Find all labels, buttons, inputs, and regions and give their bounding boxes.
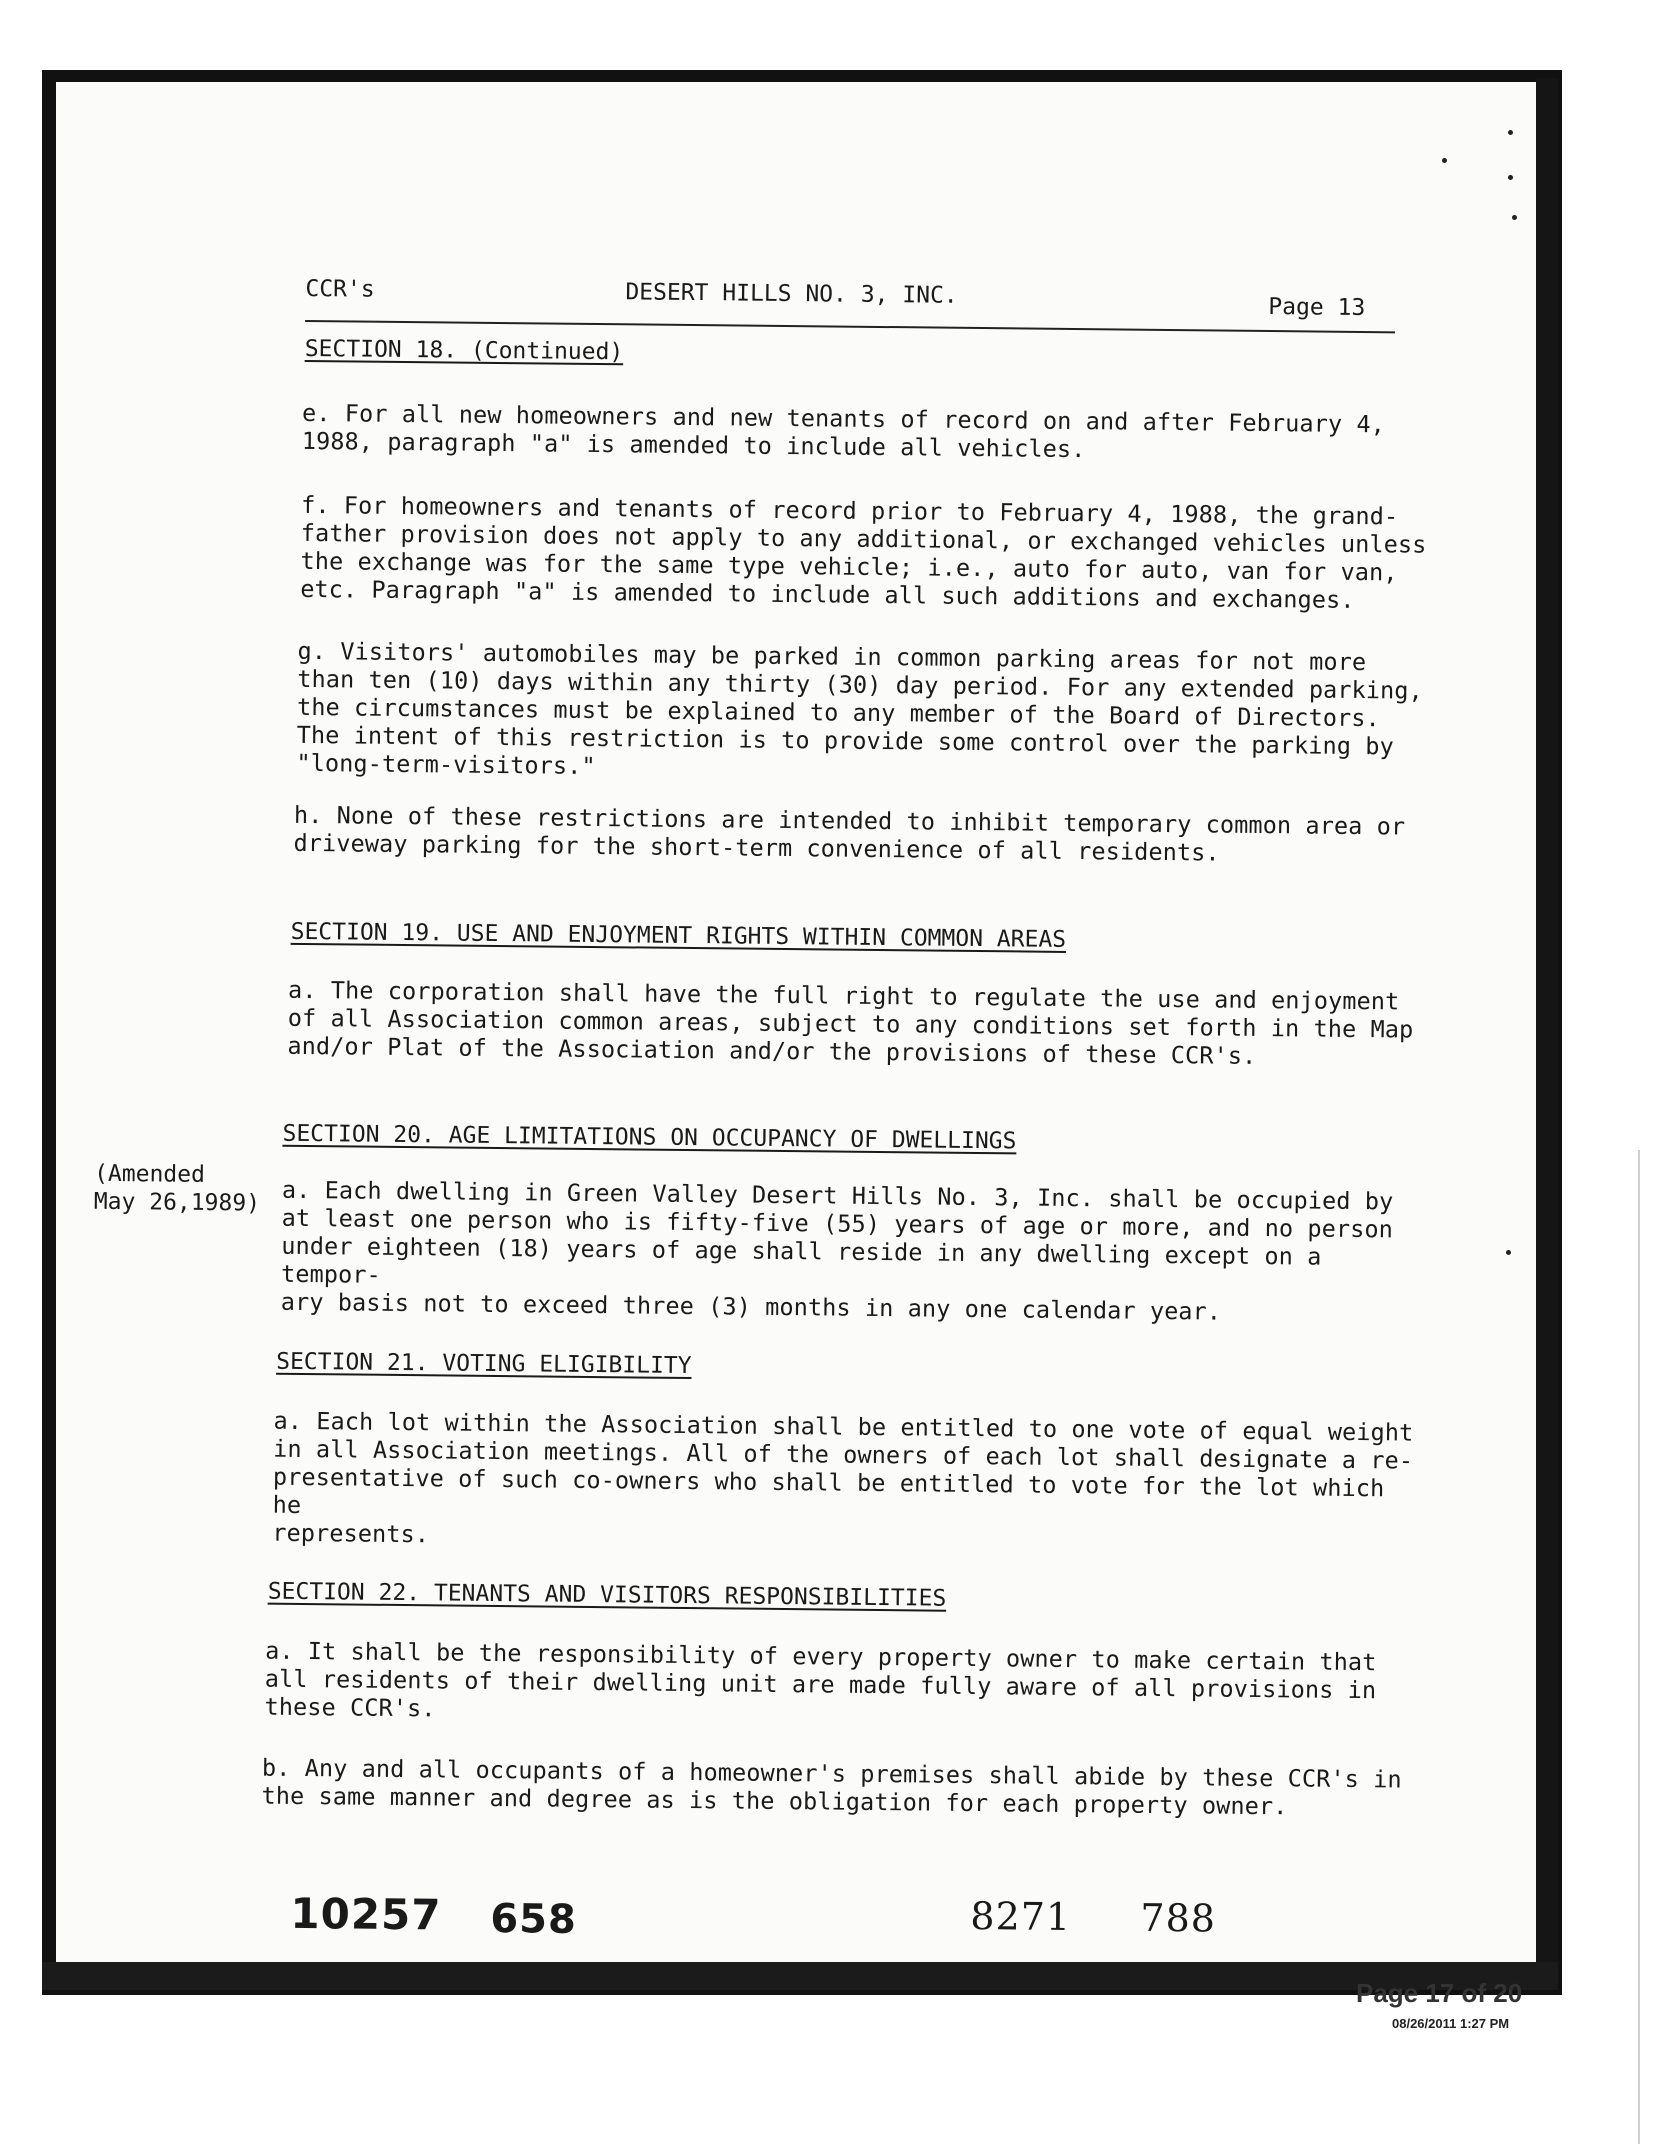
section-20-para-a: a. Each dwelling in Green Valley Desert Hills No. 3, Inc. shall be occupied by at least one person who is fifty-five (55) years of age or more, and no person under eighteen (18) years of age shall reside in any dwelling except on a tempor- ary basis not to exceed three (3) months in any one calendar year. [280,1175,1394,1326]
section-21-heading: SECTION 21. VOTING ELIGIBILITY [276,1348,692,1380]
header-doc-type: CCR's [305,275,375,303]
handwritten-page-number: 788 [1140,1895,1217,1941]
section-18-para-f: f. For homeowners and tenants of record prior to February 4, 1988, the grand- father provision does not apply to any additional, or exchanged vehicles unless the exchange was for the same type vehicle; i.e., auto for auto, van for van, etc. Paragraph "a" is amended to include all such additions and exchanges. [300,490,1427,614]
recording-book-stamp: 10257 [290,1888,442,1940]
recording-page-stamp: 658 [490,1895,578,1943]
section-18-para-g: g. Visitors' automobiles may be parked in common parking areas for not more than ten (10) days within any thirty (30) day period. For any extended parking, the circumstances must be explained to any member of the Board of Directors. The intent of this restriction is to provide some control over the parking by "long-term-visitors." [296,636,1424,781]
section-22-para-b: b. Any and all occupants of a homeowner's premises shall abide by these CCR's in the same manner and degree as is the obligation for each property owner. [261,1753,1402,1821]
header-page-number: Page 13 [1268,294,1366,322]
section-18-para-h: h. None of these restrictions are intended to inhibit temporary common area or driveway parking for the short-term convenience of all residents. [293,800,1406,867]
print-timestamp: 08/26/2011 1:27 PM [1392,2016,1510,2031]
amendment-margin-note: (Amended May 26,1989) [93,1160,261,1217]
section-22-heading: SECTION 22. TENANTS AND VISITORS RESPONSIBILITIES [267,1578,947,1612]
section-21-para-a: a. Each lot within the Association shall be entitled to one vote of equal weight in all Association meetings. All of the owners of each lot shall designate a re- presentative of such co-owners who shall be entitled to vote for the lot which he represents. [272,1406,1414,1549]
section-19-heading: SECTION 19. USE AND ENJOYMENT RIGHTS WITHIN COMMON AREAS [290,918,1067,953]
section-18-para-e: e. For all new homeowners and new tenants of record on and after February 4, 1988, paragraph "a" is amended to include all vehicles. [301,398,1386,464]
running-header [305,276,1395,333]
section-19-para-a: a. The corporation shall have the full right to regulate the use and enjoyment of all Association common areas, subject to any conditions set forth in the Map and/or Plat of the Association and/or the provisions of these CCR's. [287,975,1414,1070]
header-org-name: DESERT HILLS NO. 3, INC. [625,279,958,309]
print-page-counter: Page 17 of 20 [1356,1978,1523,2008]
section-22-para-a: a. It shall be the responsibility of every property owner to make certain that all residents of their dwelling unit are made fully aware of all provisions in these CCR's. [264,1636,1377,1723]
section-18-heading: SECTION 18. (Continued) [304,335,624,366]
section-20-heading: SECTION 20. AGE LIMITATIONS ON OCCUPANCY OF DWELLINGS [282,1120,1017,1155]
handwritten-book-number: 8271 [970,1893,1072,1940]
